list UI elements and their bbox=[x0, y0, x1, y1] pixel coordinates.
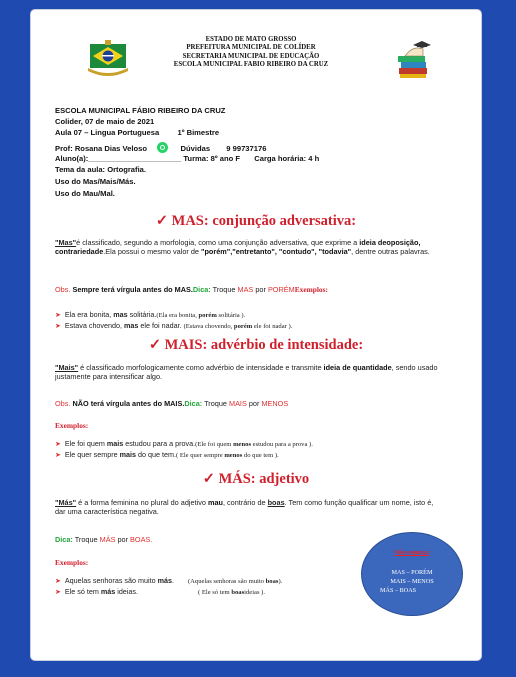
text-bold: mais bbox=[119, 450, 136, 459]
text: solitária ). bbox=[216, 312, 246, 319]
arrow-bullet-icon: ➤ bbox=[55, 323, 61, 330]
text: Estava chovendo, bbox=[64, 321, 125, 330]
reminder-line-1: MAS – PORÉM bbox=[391, 569, 433, 576]
section-mais-examples-label bbox=[55, 421, 88, 430]
text: (Ele foi quem bbox=[195, 441, 234, 448]
section-mas-adjetivo-dica bbox=[55, 535, 152, 544]
section-mais-title: ✓ MAIS: advérbio de intensidade: bbox=[148, 337, 364, 353]
books-icon bbox=[393, 41, 433, 81]
doubts-label: Dúvidas bbox=[180, 144, 211, 153]
dica-text: Troque bbox=[202, 399, 229, 408]
section-mas-adjetivo-examples-label bbox=[55, 558, 88, 567]
mas-word: "Mas" bbox=[55, 238, 77, 247]
text: , sendo usado justamente para intensificar algo. bbox=[55, 363, 438, 382]
section-mais-example-2 bbox=[55, 450, 279, 459]
obs-label: Obs. bbox=[55, 285, 71, 294]
text: estudou para a prova. bbox=[123, 439, 196, 448]
header-line-3: SECRETARIA MUNICIPAL DE EDUCAÇÃO bbox=[182, 52, 320, 60]
dica-label: Dica: bbox=[192, 285, 211, 294]
text: ele foi nadar. bbox=[138, 321, 184, 330]
text: ). bbox=[278, 578, 283, 585]
text: , contrário de bbox=[222, 498, 268, 507]
dica-text: Troque bbox=[210, 285, 238, 294]
examples-label: Exemplos: bbox=[55, 421, 89, 430]
dica-word-a: MAS bbox=[237, 285, 254, 294]
section-mas-paragraph bbox=[55, 238, 450, 256]
text: ele foi nadar ). bbox=[252, 323, 293, 330]
dica-por: por bbox=[253, 285, 268, 294]
text: é classificado, segundo a morfologia, como uma conjunção adversativa, que exprime a bbox=[76, 238, 360, 247]
text: do que tem. bbox=[136, 450, 176, 459]
term-label: 1º Bimestre bbox=[177, 128, 220, 137]
date-line: Colider, 07 de maio de 2021 bbox=[55, 117, 155, 126]
dica-por: por bbox=[246, 399, 262, 408]
text-bold: menos bbox=[224, 452, 243, 459]
text-bold: porém bbox=[233, 323, 253, 330]
school-name: ESCOLA MUNICIPAL FÁBIO RIBEIRO DA CRUZ bbox=[55, 106, 226, 115]
text-bold: boas bbox=[267, 498, 285, 507]
section-mas-adjetivo-title: ✓ MÁS: adjetivo bbox=[202, 471, 310, 487]
dica-word-a: MÁS bbox=[99, 535, 116, 544]
reminder-line-3: MÁS – BOAS bbox=[380, 587, 417, 594]
text: (Estava chovendo, bbox=[183, 323, 234, 330]
arrow-bullet-icon: ➤ bbox=[55, 589, 61, 596]
obs-text: NÃO terá vírgula antes do MAIS. bbox=[70, 399, 185, 408]
text: (Ela era bonita, bbox=[156, 312, 199, 319]
municipal-crest-icon bbox=[86, 40, 130, 78]
text: solitária. bbox=[127, 310, 157, 319]
reminder-line-2: MAIS – MENOS bbox=[390, 578, 434, 585]
theme-line: Tema da aula: Ortografia. bbox=[55, 165, 147, 174]
text-bold: más bbox=[100, 587, 116, 596]
teacher-label: Prof: Rosana Dias Veloso bbox=[55, 144, 147, 153]
text-bold: menos bbox=[233, 441, 252, 448]
text: Ele só tem bbox=[64, 587, 101, 596]
document-page bbox=[31, 10, 481, 660]
arrow-bullet-icon: ➤ bbox=[55, 312, 61, 319]
text-bold: mas bbox=[113, 310, 128, 319]
text: é classificado morfologicamente como advérbio de intensidade e transmite bbox=[78, 363, 324, 372]
dica-por: por bbox=[115, 535, 131, 544]
reminder-circle bbox=[361, 532, 463, 616]
use-line-1: Uso do Mas/Mais/Más. bbox=[55, 177, 136, 186]
dica-text: Troque bbox=[72, 535, 100, 544]
lesson-line bbox=[55, 128, 219, 137]
section-mas-obs bbox=[55, 285, 328, 294]
text: ( Ele quer sempre bbox=[175, 452, 225, 459]
dica-word-a: MAIS bbox=[228, 399, 247, 408]
text: Ela era bonita, bbox=[64, 310, 114, 319]
header-line-2: PREFEITURA MUNICIPAL DE COLÍDER bbox=[186, 44, 316, 52]
text: estudou para a prova ). bbox=[251, 441, 313, 448]
section-mas-adjetivo-example-2 bbox=[55, 587, 265, 596]
text: Ele quer sempre bbox=[64, 450, 120, 459]
text: do que tem ). bbox=[242, 452, 279, 459]
obs-label: Obs. bbox=[55, 399, 71, 408]
section-mais-obs bbox=[55, 399, 288, 408]
section-mas-title: ✓ MAS: conjunção adversativa: bbox=[155, 213, 357, 229]
reminder-title: Não esqueça: bbox=[394, 549, 430, 556]
obs-text: Sempre terá vírgula antes do MAS. bbox=[70, 285, 193, 294]
school-header bbox=[126, 36, 376, 69]
section-mas-example-1 bbox=[55, 310, 245, 319]
examples-label: Exemplos: bbox=[294, 285, 328, 294]
text-bold: ideia deoposição, contrariedade bbox=[55, 238, 421, 257]
text: ideias. bbox=[115, 587, 138, 596]
examples-label: Exemplos: bbox=[55, 558, 89, 567]
mas-adj-word: "Más" bbox=[55, 498, 77, 507]
arrow-bullet-icon: ➤ bbox=[55, 578, 61, 585]
text: ideias ). bbox=[244, 589, 266, 596]
section-mais-example-1 bbox=[55, 439, 313, 448]
dica-label: Dica: bbox=[184, 399, 203, 408]
text-bold: más bbox=[157, 576, 172, 585]
text: . bbox=[171, 576, 174, 585]
section-mas-adjetivo-example-1 bbox=[55, 576, 282, 585]
text-bold: boas bbox=[231, 589, 245, 596]
text-bold: "porém","entretanto", "contudo", "todavia" bbox=[201, 247, 352, 257]
phone-number: 9 99737176 bbox=[226, 144, 267, 153]
text: (Aquelas senhoras são muito bbox=[187, 578, 266, 585]
student-line bbox=[55, 154, 319, 163]
text: ( Ele só tem bbox=[198, 589, 232, 596]
lesson-label: Aula 07 – Lingua Portuguesa bbox=[55, 128, 160, 137]
text-bold: porém bbox=[198, 312, 217, 319]
dica-label: Dica: bbox=[55, 535, 73, 544]
whatsapp-icon bbox=[157, 142, 168, 153]
header-line-1: ESTADO DE MATO GROSSO bbox=[205, 36, 297, 43]
text-bold: mau bbox=[207, 498, 223, 507]
dica-word-b: MENOS bbox=[261, 399, 289, 408]
dica-word-b: PORÉM bbox=[267, 285, 295, 294]
text-bold: ideia de quantidade bbox=[323, 363, 392, 372]
text: Aquelas senhoras são muito bbox=[64, 576, 158, 585]
section-mais-paragraph bbox=[55, 363, 450, 381]
section-mas-example-2 bbox=[55, 321, 292, 330]
text: é a forma feminina no plural do adjetivo bbox=[76, 498, 208, 507]
header-line-4: ESCOLA MUNICIPAL FABIO RIBEIRO DA CRUZ bbox=[173, 60, 329, 68]
text: . Tem como função qualificar um nome, isto é, dar uma característica negativa. bbox=[55, 498, 434, 517]
teacher-line bbox=[55, 142, 266, 153]
text: , dentre outras palavras. bbox=[351, 247, 430, 257]
hours-label: Carga horária: 4 h bbox=[254, 154, 320, 163]
section-mas-adjetivo-paragraph bbox=[55, 498, 435, 516]
mais-word: "Mais" bbox=[55, 363, 79, 372]
use-line-2: Uso do Mau/Mal. bbox=[55, 189, 115, 198]
text-bold: boas bbox=[265, 578, 279, 585]
text-bold: mais bbox=[106, 439, 124, 448]
arrow-bullet-icon: ➤ bbox=[55, 441, 61, 448]
text: Ele foi quem bbox=[64, 439, 107, 448]
class-label: Turma: 8º ano F bbox=[183, 154, 240, 163]
arrow-bullet-icon: ➤ bbox=[55, 452, 61, 459]
text: .Ela possui o mesmo valor de bbox=[103, 247, 202, 257]
student-field: Aluno(a):______________________ bbox=[55, 154, 182, 163]
dica-word-b: BOAS. bbox=[130, 535, 153, 544]
text-bold: mas bbox=[124, 321, 139, 330]
